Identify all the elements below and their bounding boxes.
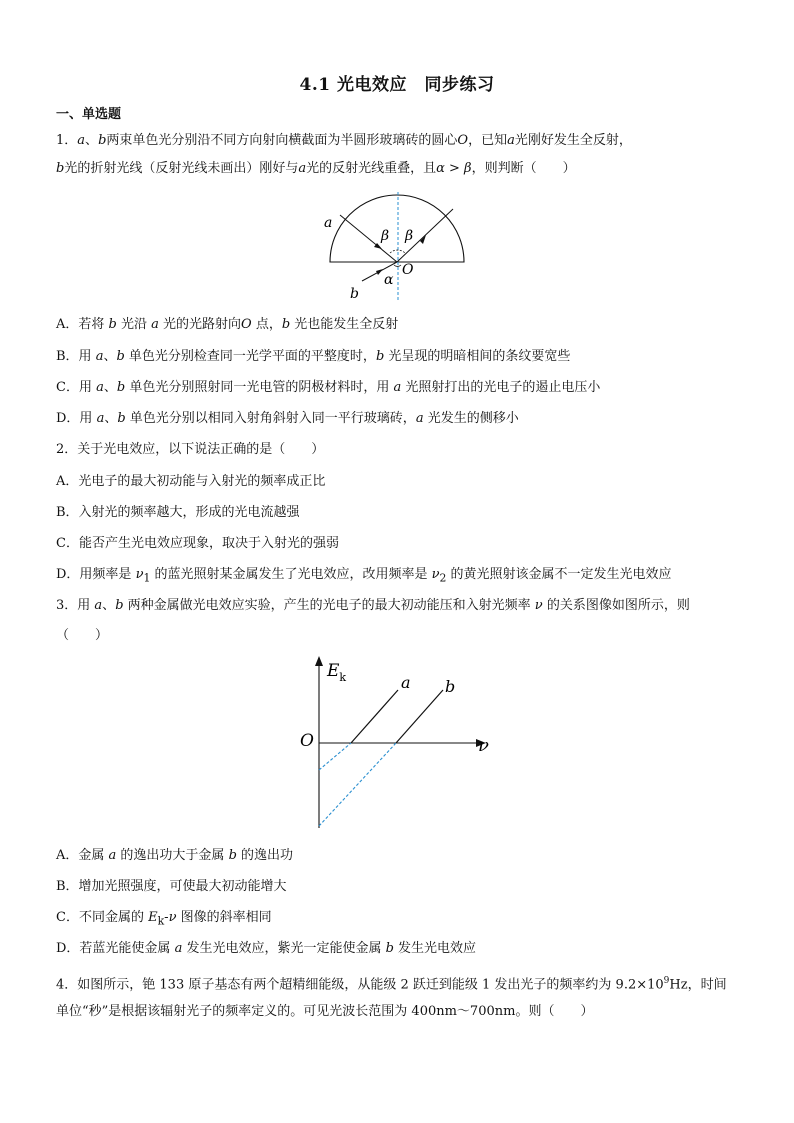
q3-option-c: C．不同金属的 $E_k-\nu$ 图像的斜率相同 — [56, 910, 272, 928]
q3-line-label-b: b — [445, 677, 456, 696]
q1-stem-line1: 1．a、b两束单色光分别沿不同方向射向横截面为半圆形玻璃砖的圆心O，已知a光刚好发生全反射， — [56, 133, 632, 148]
q1-option-b: B．用 a、b 单色光分别检查同一光学平面的平整度时，b 光呈现的明暗相间的条纹要宽些 — [56, 349, 571, 364]
q2-option-a: A．光电子的最大初动能与入射光的频率成正比 — [56, 474, 326, 489]
q3-ek-nu-graph — [292, 652, 502, 834]
q1-option-a: A．若将 b 光沿 a 光的光路射向O 点，b 光也能发生全反射 — [56, 317, 399, 332]
q3-origin-label: O — [300, 731, 314, 751]
q1-fig-label-beta-left: β — [381, 228, 390, 244]
q1-fig-label-a: a — [324, 215, 333, 231]
q2-option-b: B．入射光的频率越大，形成的光电流越强 — [56, 505, 300, 520]
q3-x-axis-label: ν — [478, 735, 489, 756]
q4-stem-line1: 4．如图所示，铯 133 原子基态有两个超精细能级，从能级 2 跃迁到能级 1 发出光子的频率约为 $9.2\times 10^9Hz$，时间 — [56, 976, 727, 993]
q1-fig-label-beta-right: β — [405, 228, 414, 244]
q1-option-c: C．用 a、b 单色光分别照射同一光电管的阴极材料时，用 a 光照射打出的光电子的遏止电压小 — [56, 380, 601, 395]
q1-option-d: D．用 a、b 单色光分别以相同入射角斜射入同一平行玻璃砖，a 光发生的侧移小 — [56, 411, 519, 426]
q2-option-d: D．用频率是 $\nu_1$ 的蓝光照射某金属发生了光电效应，改用频率是 $\nu_2$ 的黄光照射该金属不一定发生光电效应 — [56, 567, 672, 585]
q1-fig-label-alpha: α — [384, 272, 394, 288]
section-heading: 一、单选题 — [56, 107, 122, 122]
q3-option-d: D．若蓝光能使金属 a 发生光电效应，紫光一定能使金属 b 发生光电效应 — [56, 941, 477, 956]
q4-stem-line2: 单位“秒”是根据该辐射光子的频率定义的。可见光波长范围为 400nm～700nm。则（ ） — [56, 1004, 594, 1019]
q1-semicircle-figure — [310, 192, 485, 304]
q1-stem-line2: b光的折射光线（反射光线未画出）刚好与a光的反射光线重叠，且α > β，则判断（ ） — [56, 161, 576, 176]
q3-y-axis-label: $E_k$ — [327, 661, 347, 684]
q2-option-c: C．能否产生光电效应现象，取决于入射光的强弱 — [56, 536, 339, 551]
q2-stem: 2．关于光电效应，以下说法正确的是（ ） — [56, 442, 325, 457]
q1-fig-label-b: b — [350, 286, 359, 302]
q3-stem-line1: 3．用 a、b 两种金属做光电效应实验，产生的光电子的最大初动能压和入射光频率 ν 的关系图像如图所示，则 — [56, 598, 690, 613]
q3-option-b: B．增加光照强度，可使最大初动能增大 — [56, 879, 287, 894]
q3-stem-line2: （ ） — [56, 628, 109, 643]
q3-option-a: A．金属 a 的逸出功大于金属 b 的逸出功 — [56, 848, 294, 863]
q1-fig-label-O: O — [402, 262, 414, 278]
page-title: 4.1 光电效应 同步练习 — [299, 75, 495, 95]
q3-line-label-a: a — [401, 673, 411, 692]
